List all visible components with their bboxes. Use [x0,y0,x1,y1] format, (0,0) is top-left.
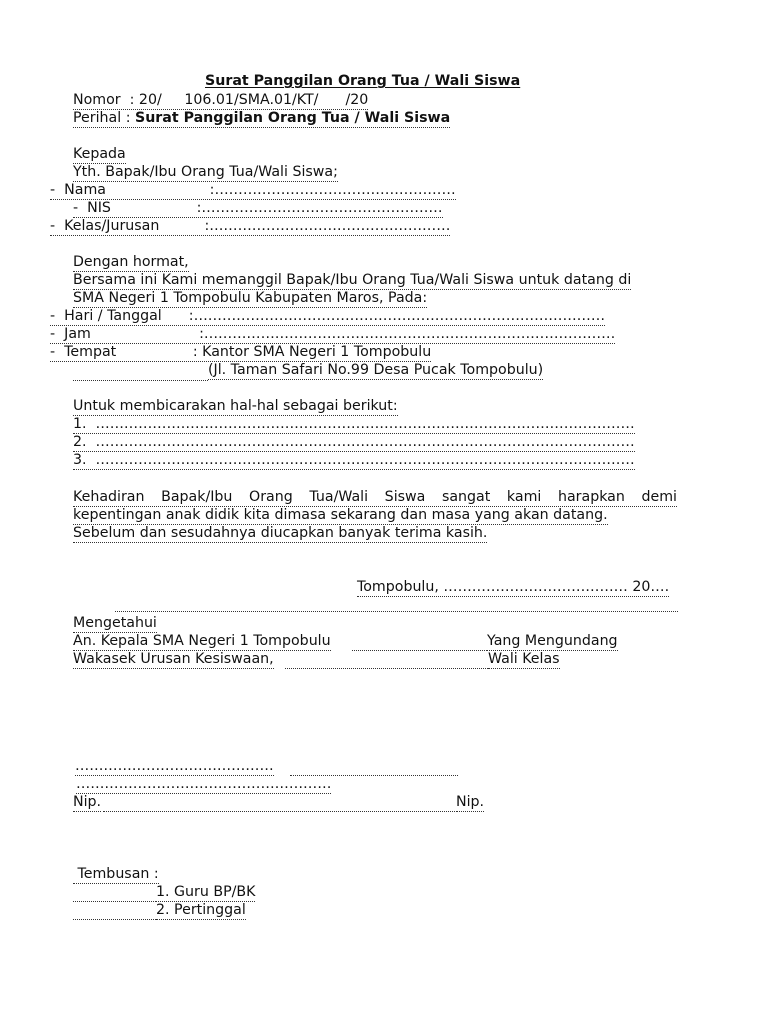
agenda-item-2: 2. …………………………………………………………………………………………………… [73,434,635,450]
body-line-2: SMA Negeri 1 Tompobulu Kabupaten Maros, Pada: [73,290,428,306]
agenda-item-1: 1. …………………………………………………………………………………………………… [73,416,635,432]
acknowledgement-label: Mengetahui [73,615,157,631]
letter-number: Nomor : 20/ 106.01/SMA.01/KT/ /20 [73,92,369,108]
field-hari-tanggal: - Hari / Tanggal :…………………………………………………………………………… [50,308,606,324]
greeting: Dengan hormat, [73,254,189,270]
tembusan-leader-2 [73,919,156,920]
field-kelas-jurusan: - Kelas/Jurusan :…………………………………………… [50,218,451,234]
agenda-intro: Untuk membicarakan hal-hal sebagai berikut: [73,398,398,414]
tembusan-leader-1 [73,901,156,902]
tembusan-item-2: 2. Pertinggal [156,902,246,918]
field-tempat: - Tempat : Kantor SMA Negeri 1 Tompobulu [50,344,432,360]
title-gap-line-2 [285,668,488,669]
right-signer-title-2: Wali Kelas [488,651,560,667]
field-alamat: (Jl. Taman Safari No.99 Desa Pucak Tompobulu) [208,362,544,378]
agenda-item-3: 3. …………………………………………………………………………………………………… [73,452,635,468]
closing-line-1: Kehadiran Bapak/Ibu Orang Tua/Wali Siswa sangat kami harapkan demi [73,489,677,505]
body-line-1: Bersama ini Kami memanggil Bapak/Ibu Orang Tua/Wali Siswa untuk datang di [73,272,632,288]
left-signer-nip: Nip. [73,794,102,810]
field-nama: - Nama :…………………………………………… [50,182,456,198]
field-jam: - Jam :…………………………………………………………………………… [50,326,616,342]
letter-subject [73,110,450,128]
subject-value: Surat Panggilan Orang Tua / Wali Siswa [134,110,451,126]
closing-line-3: Sebelum dan sesudahnya diucapkan banyak terima kasih. [73,525,488,541]
separator-line [115,611,678,612]
recipient-heading: Kepada [73,146,126,162]
closing-line-2: kepentingan anak didik kita dimasa sekarang dan masa yang akan datang. [73,507,608,523]
right-signer-title-1: Yang Mengundang [487,633,618,649]
left-signer-title-2: Wakasek Urusan Kesiswaan, [73,651,274,667]
field-nis: - NIS :…………………………………………… [73,200,443,216]
address-leader-line [73,380,208,381]
tembusan-item-1: 1. Guru BP/BK [156,884,256,900]
left-signer-title-1: An. Kepala SMA Negeri 1 Tompobulu [73,633,331,649]
recipient-salutation: Yth. Bapak/Ibu Orang Tua/Wali Siswa; [73,164,338,180]
tembusan-label: Tembusan : [73,866,159,882]
right-signer-nip: Nip. [456,794,485,810]
right-signer-name: ……………………………………………… [76,776,332,792]
title-gap-line-1 [352,650,487,651]
subject-label: Perihal : [73,110,135,126]
nip-gap-line [103,811,455,812]
left-signer-name: …………………………………… [75,758,274,774]
letter-title: Surat Panggilan Orang Tua / Wali Siswa [205,73,521,89]
place-date: Tompobulu, ………………………………… 20…. [357,579,670,595]
